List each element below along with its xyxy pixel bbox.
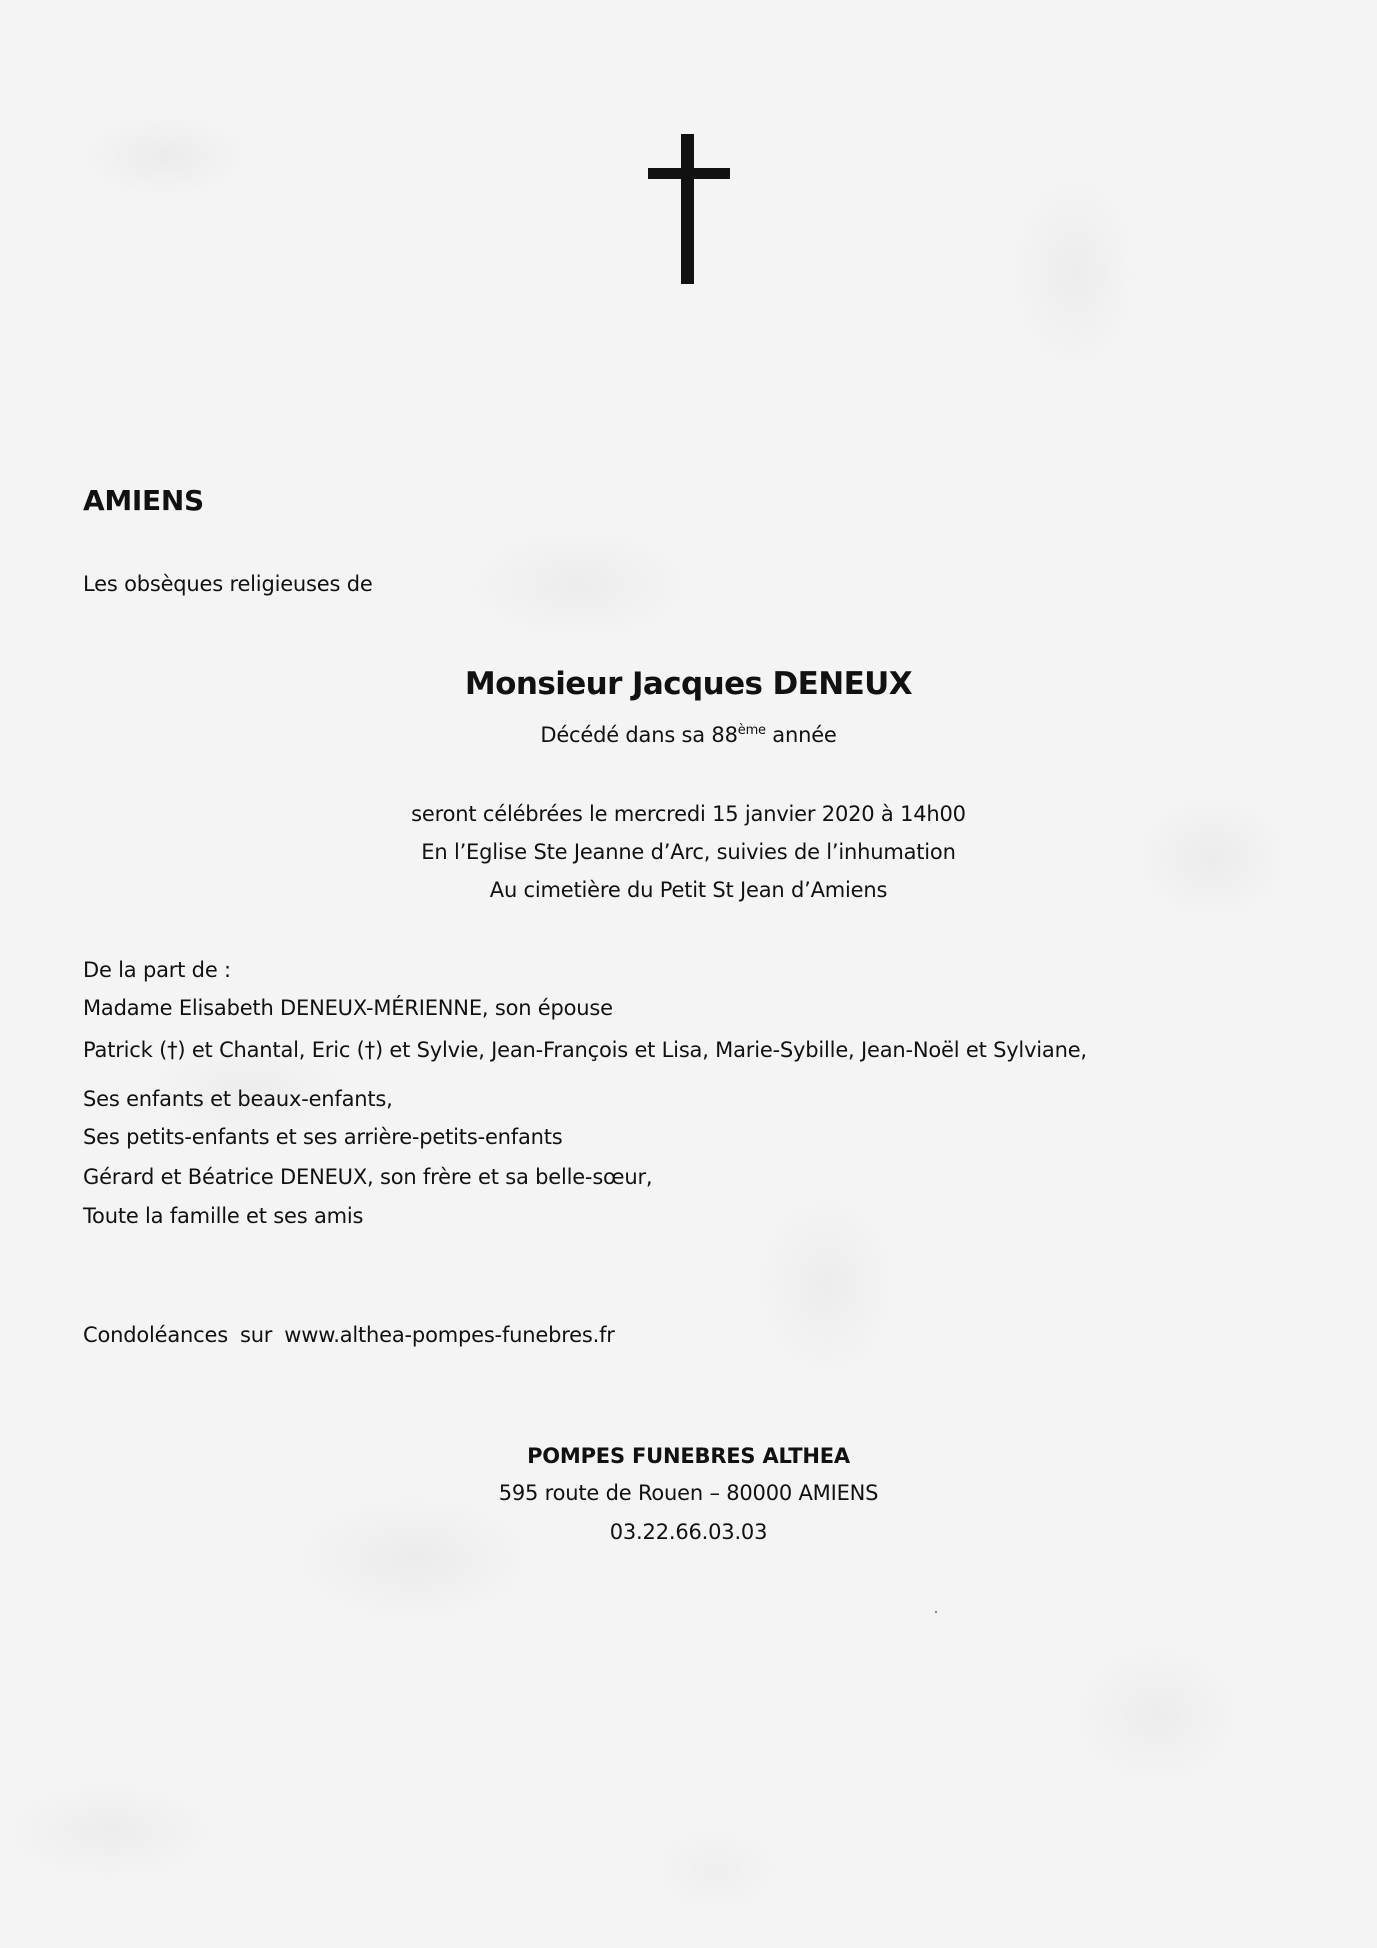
paper-speck	[935, 1611, 937, 1613]
ceremony-line-2: En l’Eglise Ste Jeanne d’Arc, suivies de l’inhumation	[421, 840, 956, 864]
family-line: Patrick (†) et Chantal, Eric (†) et Sylvie, Jean-François et Lisa, Marie-Sybille, Jean-Noël et Sylviane,	[83, 1038, 1087, 1062]
ceremony-line-1: seront célébrées le mercredi 15 janvier 2020 à 14h00	[411, 802, 966, 826]
family-line: Ses enfants et beaux-enfants,	[83, 1087, 393, 1111]
ceremony-line-3: Au cimetière du Petit St Jean d’Amiens	[489, 878, 888, 902]
condolences-connector: sur	[239, 1323, 273, 1347]
age-line	[300, 722, 1077, 748]
family-line: Madame Elisabeth DENEUX-MÉRIENNE, son épouse	[83, 996, 613, 1020]
funeral-home-phone: 03.22.66.03.03	[609, 1520, 768, 1544]
city-heading: AMIENS	[83, 484, 204, 517]
age-prefix: Décédé dans sa 88	[540, 723, 738, 747]
funeral-home-address: 595 route de Rouen – 80000 AMIENS	[498, 1481, 879, 1505]
intro-text: Les obsèques religieuses de	[83, 572, 373, 596]
age-suffix: année	[765, 723, 837, 747]
family-line: Ses petits-enfants et ses arrière-petits-enfants	[83, 1125, 563, 1149]
age-superscript: ème	[737, 723, 766, 738]
condolences-label: Condoléances	[83, 1323, 228, 1347]
cross-horizontal-bar	[648, 168, 730, 179]
family-line: Gérard et Béatrice DENEUX, son frère et sa belle-sœur,	[83, 1165, 653, 1189]
condolences-website-link[interactable]: www.althea-pompes-funebres.fr	[284, 1323, 615, 1347]
funeral-home-name: POMPES FUNEBRES ALTHEA	[527, 1444, 850, 1468]
condolences-line	[83, 1322, 615, 1348]
cross-icon	[648, 134, 730, 284]
family-heading: De la part de :	[83, 958, 231, 982]
family-line: Toute la famille et ses amis	[83, 1204, 364, 1228]
deceased-name: Monsieur Jacques DENEUX	[464, 666, 913, 702]
cross-vertical-bar	[681, 134, 694, 284]
